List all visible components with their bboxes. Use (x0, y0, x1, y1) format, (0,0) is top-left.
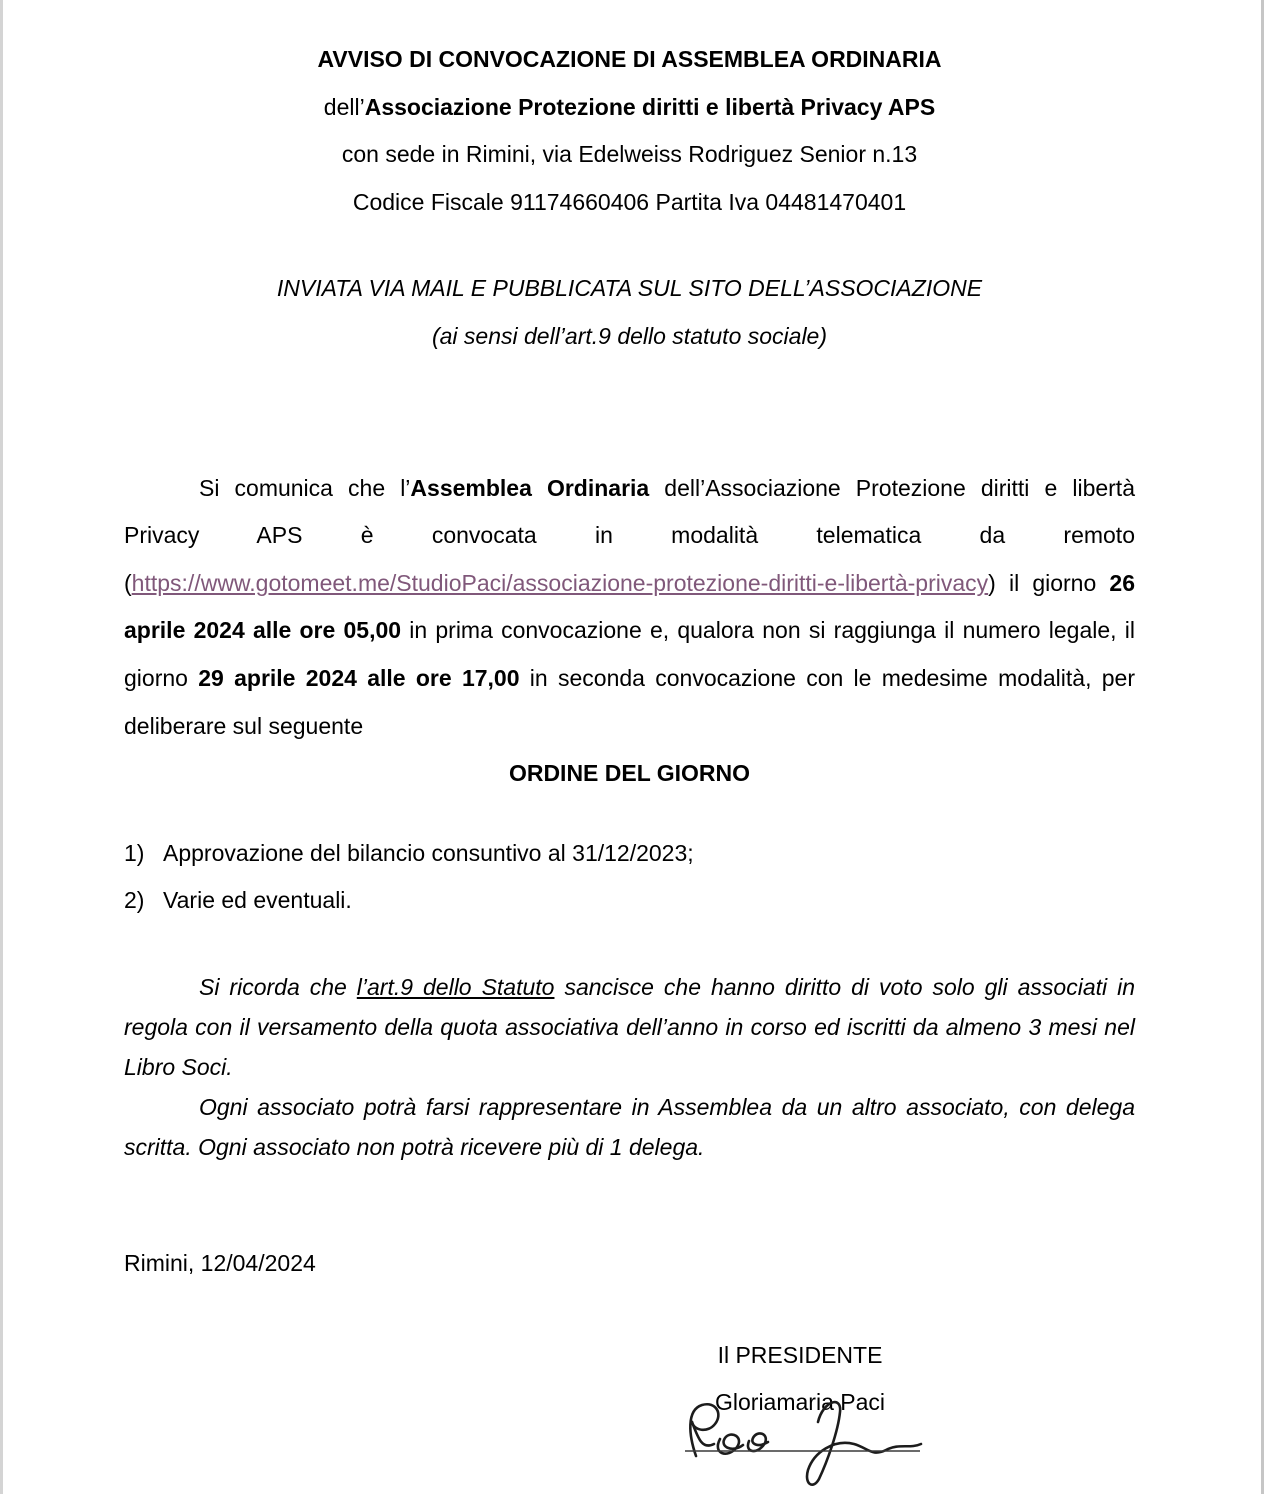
text-segment: Si ricorda che (199, 973, 357, 1000)
hyperlink[interactable]: https://www.gotomeet.me/StudioPaci/associazione-protezione-diritti-e-libertà-privacy (131, 569, 989, 596)
notice-line-1: INVIATA VIA MAIL E PUBBLICATA SUL SITO DELL’ASSOCIAZIONE (276, 275, 983, 302)
text-segment: 29 aprile 2024 alle ore 17,00 (198, 664, 520, 691)
agenda-title: ORDINE DEL GIORNO (508, 760, 751, 787)
text-segment: Si comunica che l’ (199, 474, 411, 501)
text-segment: dell’ (323, 93, 365, 120)
notice-line-2: (ai sensi dell’art.9 dello statuto sociale) (431, 322, 828, 349)
list-item (124, 877, 1135, 925)
list-item-text: Approvazione del bilancio consuntivo al 31/12/2023; (163, 839, 694, 866)
list-item-text: Varie ed eventuali. (163, 887, 352, 914)
document-body (3, 0, 1261, 1427)
text-segment: in prima convocazione e, qualora non si raggiunga il numero legale, il giorno (124, 617, 1135, 691)
text-segment: in seconda convocazione con le medesime modalità, per deliberare sul seguente (124, 664, 1135, 739)
text-segment: ) il giorno (988, 569, 1110, 596)
place-date-line: Rimini, 12/04/2024 (124, 1249, 316, 1276)
list-item (124, 830, 1135, 878)
text-segment: l’art.9 dello Statuto (356, 973, 555, 1000)
reminder-paragraph-2: Ogni associato potrà farsi rappresentare in Assemblea da un altro associato, con delega scritta. Ogni associato non potrà ricevere più di 1 delega. (124, 1093, 1135, 1160)
fiscal-line: Codice Fiscale 91174660406 Partita Iva 04481470401 (352, 188, 907, 215)
agenda-list (124, 830, 1135, 925)
text-segment: Associazione Protezione diritti e libertà Privacy APS (364, 93, 936, 120)
notice-block (124, 265, 1135, 360)
signer-role: Il PRESIDENTE (717, 1341, 883, 1368)
text-segment: dell’Associazione Protezione diritti e libertà Privacy APS è convocata in modalità telematica da remoto ( (124, 474, 1135, 596)
signer-name: Gloriamaria Paci (715, 1389, 885, 1416)
reminder-paragraph-1 (124, 967, 1135, 1087)
text-segment: Assemblea Ordinaria (410, 474, 650, 501)
doc-title: AVVISO DI CONVOCAZIONE DI ASSEMBLEA ORDINARIA (317, 46, 942, 72)
list-item-number: 2) (124, 887, 145, 914)
text-segment: 26 aprile 2024 alle ore 05,00 (124, 569, 1135, 644)
text-segment: sancisce che hanno diritto di voto solo gli associati in regola con il versamento della quota associativa dell’anno in corso ed iscritti da almeno 3 mesi nel Libro Soci. (124, 973, 1135, 1080)
reminder-block (124, 967, 1135, 1167)
header-block (124, 36, 1135, 226)
association-name-line (124, 84, 1135, 132)
handwritten-signature-icon (658, 1392, 943, 1492)
convocation-paragraph (124, 465, 1135, 751)
list-item-number: 1) (124, 839, 145, 866)
address-line: con sede in Rimini, via Edelweiss Rodriguez Senior n.13 (341, 141, 918, 168)
